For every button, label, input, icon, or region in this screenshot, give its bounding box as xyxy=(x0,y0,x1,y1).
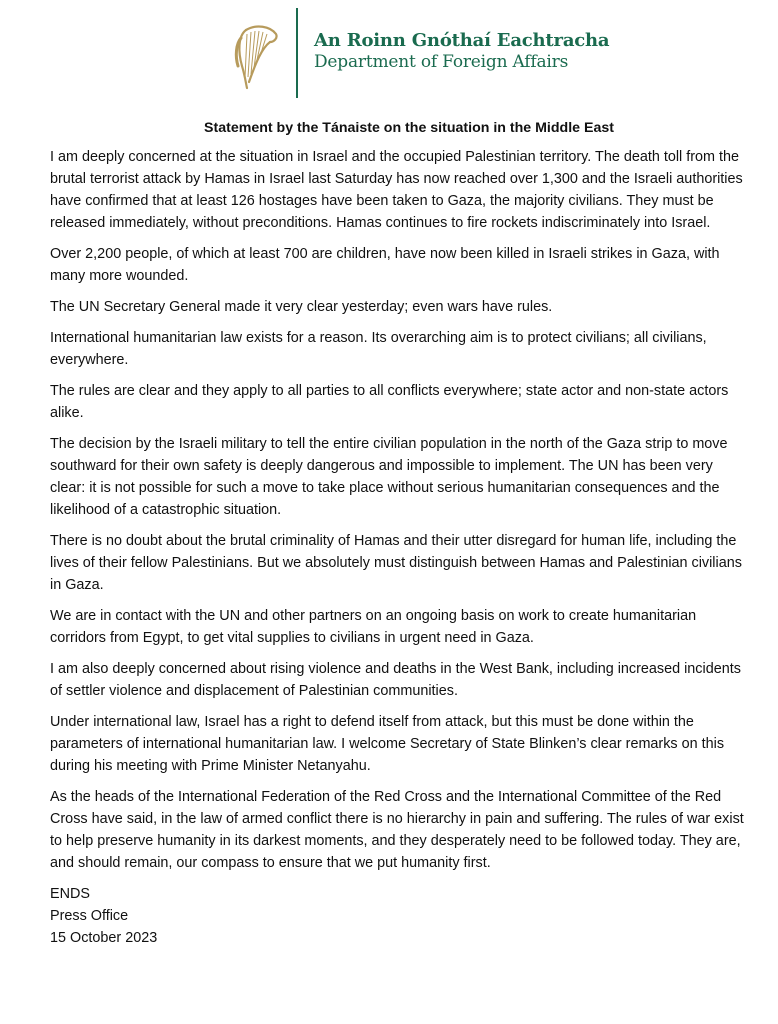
paragraph: I am deeply concerned at the situation in Israel and the occupied Palestinian territory. The death toll from the brutal terrorist attack by Hamas in Israel last Saturday has now reached over 1,300 and the Israeli authorities have confirmed that at least 126 hostages have been taken to Gaza, the majority civilians. They must be released immediately, without preconditions. Hamas continues to fire rockets indiscriminately into Israel. xyxy=(50,149,743,231)
paragraph: The UN Secretary General made it very clear yesterday; even wars have rules. xyxy=(50,299,553,315)
department-name-irish: An Roinn Gnóthaí Eachtracha xyxy=(314,30,610,51)
paragraph: International humanitarian law exists for a reason. Its overarching aim is to protect civilians; all civilians, everywhere. xyxy=(50,330,707,368)
paragraph: Over 2,200 people, of which at least 700 are children, have now been killed in Israeli strikes in Gaza, with many more wounded. xyxy=(50,246,720,284)
paragraph: The rules are clear and they apply to all parties to all conflicts everywhere; state actor and non-state actors alike. xyxy=(50,383,729,421)
department-name-english: Department of Foreign Affairs xyxy=(314,52,569,72)
paragraph: Under international law, Israel has a right to defend itself from attack, but this must be done within the parameters of international humanitarian law. I welcome Secretary of State Blinken’s clear remarks on this during his meeting with Prime Minister Netanyahu. xyxy=(50,714,725,774)
signature-block xyxy=(50,883,750,949)
statement-title: Statement by the Tánaiste on the situation in the Middle East xyxy=(204,120,614,136)
ends-marker: ENDS xyxy=(50,886,90,902)
header-divider xyxy=(296,8,298,98)
paragraph: There is no doubt about the brutal criminality of Hamas and their utter disregard for human life, including the lives of their fellow Palestinians. But we absolutely must distinguish between Hamas and Palestinian civilians in Gaza. xyxy=(50,533,742,593)
press-office: Press Office xyxy=(50,908,129,924)
harp-icon xyxy=(232,22,282,92)
paragraph: We are in contact with the UN and other partners on an ongoing basis on work to create humanitarian corridors from Egypt, to get vital supplies to civilians in urgent need in Gaza. xyxy=(50,608,697,646)
letterhead xyxy=(0,0,778,100)
paragraph: I am also deeply concerned about rising violence and deaths in the West Bank, including increased incidents of settler violence and displacement of Palestinian communities. xyxy=(50,661,741,699)
paragraph: The decision by the Israeli military to tell the entire civilian population in the north of the Gaza strip to move southward for their own safety is deeply dangerous and impossible to implement. The UN has been very clear: it is not possible for such a move to take place without serious humanitarian consequences and the likelihood of a catastrophic situation. xyxy=(50,436,728,518)
statement-date: 15 October 2023 xyxy=(50,930,158,946)
paragraph: As the heads of the International Federation of the Red Cross and the International Committee of the Red Cross have said, in the law of armed conflict there is no hierarchy in pain and suffering. The rules of war exist to help preserve humanity in its darkest moments, and they desperately need to be followed today. They are, and should remain, our compass to ensure that we put humanity first. xyxy=(50,789,744,871)
statement-document xyxy=(50,118,750,949)
